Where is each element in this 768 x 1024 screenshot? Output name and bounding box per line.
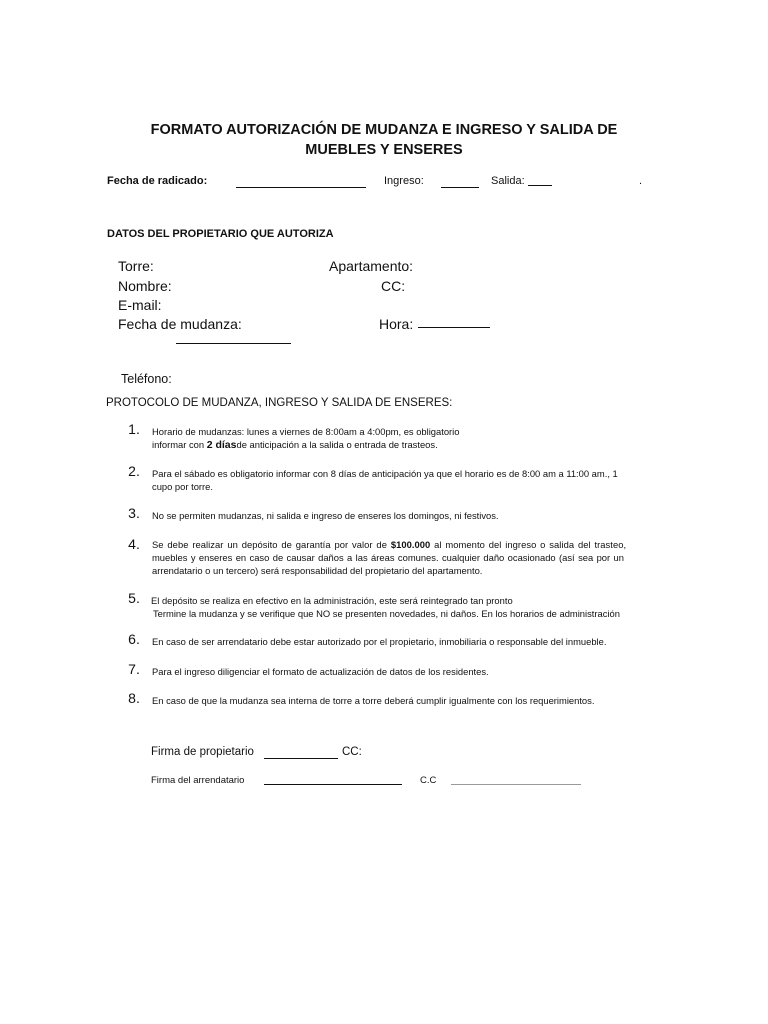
fecha-radicado-field[interactable] [236, 187, 366, 188]
protocol-item-number: 2. [128, 463, 140, 479]
firma-propietario-field[interactable] [264, 758, 338, 759]
document-title-line-2: MUEBLES Y ENSERES [305, 142, 463, 158]
firma-propietario-label: Firma de propietario [151, 746, 254, 758]
protocol-item-number: 7. [128, 661, 140, 677]
protocol-item-7: Para el ingreso diligenciar el formato de actualización de datos de los residentes. [152, 666, 489, 677]
arrendatario-cc-label: C.C [420, 775, 437, 786]
torre-label: Torre: [118, 258, 154, 274]
apartamento-label: Apartamento: [329, 258, 414, 274]
fecha-mudanza-field[interactable] [176, 343, 291, 344]
cc-label: CC: [381, 278, 406, 294]
hora-label: Hora: [379, 316, 414, 332]
firma-propietario-cc-label: CC: [342, 746, 362, 758]
protocol-item-2: Para el sábado es obligatorio informar con 8 días de anticipación ya que el horario es de 8:00 am a 11:00 am., 1 cupo por torre. [152, 468, 618, 492]
salida-label: Salida: [491, 175, 525, 187]
arrendatario-cc-field[interactable] [451, 784, 581, 785]
hora-field[interactable] [418, 327, 490, 328]
protocol-item-number: 3. [128, 505, 140, 521]
protocol-item-number: 1. [128, 421, 140, 437]
protocol-item-8: En caso de que la mudanza sea interna de torre a torre deberá cumplir igualmente con los requerimientos. [152, 695, 595, 706]
nombre-label: Nombre: [118, 278, 172, 294]
protocol-item-number: 8. [128, 690, 140, 706]
protocol-item-5: El depósito se realiza en efectivo en la administración, este será reintegrado tan pronto Termine la mudanza y se verifique que NO se presenten novedades, ni daños. En los horarios de administración [151, 595, 620, 619]
firma-arrendatario-field[interactable] [264, 784, 402, 785]
fecha-mudanza-label: Fecha de mudanza: [118, 316, 242, 332]
fecha-radicado-label: Fecha de radicado: [107, 175, 208, 187]
ingreso-field[interactable] [441, 187, 479, 188]
telefono-label: Teléfono: [121, 372, 172, 386]
protocol-item-number: 5. [128, 590, 140, 606]
firma-arrendatario-label: Firma del arrendatario [151, 775, 245, 786]
protocol-item-3: No se permiten mudanzas, ni salida e ingreso de enseres los domingos, ni festivos. [152, 510, 499, 521]
protocol-heading: PROTOCOLO DE MUDANZA, INGRESO Y SALIDA DE ENSERES: [106, 397, 453, 409]
owner-section-heading: DATOS DEL PROPIETARIO QUE AUTORIZA [107, 228, 334, 240]
protocol-item-number: 6. [128, 631, 140, 647]
salida-field[interactable] [528, 185, 552, 186]
protocol-item-1: Horario de mudanzas: lunes a viernes de 8:00am a 4:00pm, es obligatorio informar con 2 díasde anticipación a la salida o entrada de trasteos. [152, 426, 460, 451]
protocol-item-6: En caso de ser arrendatario debe estar autorizado por el propietario, inmobiliaria o responsable del inmueble. [152, 636, 607, 647]
protocol-item-number: 4. [128, 536, 140, 552]
trailing-dot: . [639, 175, 643, 187]
protocol-item-4: Se debe realizar un depósito de garantía por valor de $100.000 al momento del ingreso o salida del trasteo, muebles y enseres en caso de causar daños a las áreas comunes. cualquier daño ocasionado (así sea por un arrendatario o un tercero) será responsabilidad del propietario del apartamento. [152, 539, 627, 576]
ingreso-label: Ingreso: [384, 175, 424, 187]
document-title-line-1: FORMATO AUTORIZACIÓN DE MUDANZA E INGRESO Y SALIDA DE [150, 122, 618, 138]
email-label: E-mail: [118, 297, 162, 313]
